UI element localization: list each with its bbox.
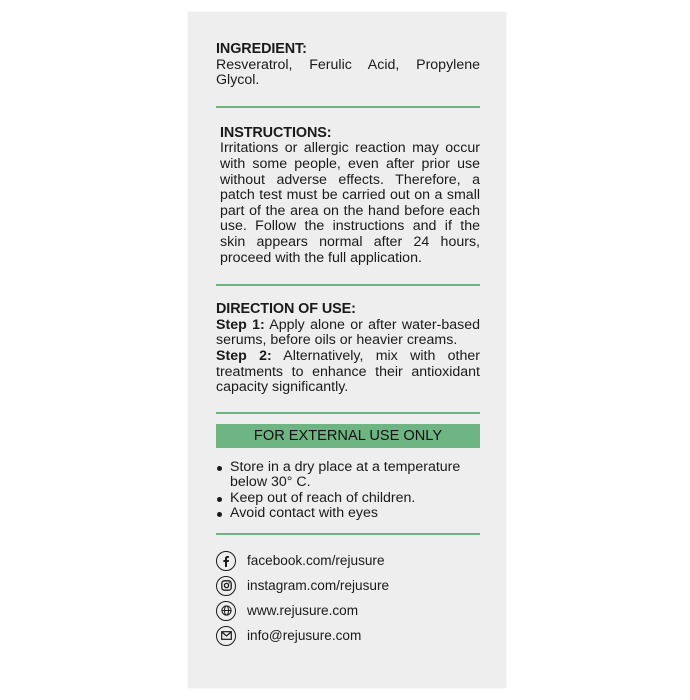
mail-icon <box>216 626 236 646</box>
bullet-icon <box>217 466 222 471</box>
direction-step-1 <box>216 318 480 349</box>
direction-step-2 <box>216 349 480 396</box>
divider <box>216 533 480 535</box>
globe-icon <box>216 601 236 621</box>
storage-list <box>216 460 480 522</box>
list-item <box>216 460 480 491</box>
step-label: Step 1: <box>216 316 265 333</box>
contact-email <box>216 625 480 646</box>
direction-heading: DIRECTION OF USE: <box>216 301 356 318</box>
divider <box>216 106 480 108</box>
contact-text: instagram.com/rejusure <box>247 577 390 593</box>
list-item-text: Keep out of reach of children. <box>230 489 416 506</box>
bullet-icon <box>217 512 222 517</box>
external-use-banner: FOR EXTERNAL USE ONLY <box>216 424 480 448</box>
list-item <box>216 506 480 522</box>
list-item-text: Avoid contact with eyes <box>230 505 378 522</box>
instructions-section <box>216 126 480 266</box>
step-text: Alternatively, mix with other treatments to enhance their antioxidant capacity significantly. <box>216 347 480 396</box>
bullet-icon <box>217 497 222 502</box>
divider <box>216 412 480 414</box>
contact-text: facebook.com/rejusure <box>247 552 385 568</box>
contact-list <box>216 550 480 646</box>
ingredient-section <box>216 42 480 89</box>
instructions-heading: INSTRUCTIONS: <box>220 124 332 141</box>
step-label: Step 2: <box>216 347 272 364</box>
contact-website <box>216 600 480 621</box>
facebook-icon <box>216 551 236 571</box>
direction-section <box>216 302 480 396</box>
list-item-text: Store in a dry place at a temperature below 30° C. <box>230 458 461 491</box>
contact-text: info@rejusure.com <box>247 627 362 643</box>
list-item <box>216 491 480 507</box>
contact-text: www.rejusure.com <box>247 602 359 618</box>
ingredient-heading: INGREDIENT: <box>216 41 307 57</box>
divider <box>216 284 480 286</box>
instagram-icon <box>216 576 236 596</box>
instructions-text: Irritations or allergic reaction may occur with some people, even after prior use without adverse effects. Therefore, a patch test must be carried out on a small part of the area on the hand before each use. Follow the instructions and if the skin appears normal after 24 hours, proceed with the full application. <box>220 140 480 266</box>
contact-instagram <box>216 575 480 596</box>
contact-facebook <box>216 550 480 571</box>
step-text: Apply alone or after water-based serums, before oils or heavier creams. <box>216 316 480 349</box>
ingredient-text: Resveratrol, Ferulic Acid, Propylene Glycol. <box>216 56 480 89</box>
label-content <box>216 42 480 650</box>
